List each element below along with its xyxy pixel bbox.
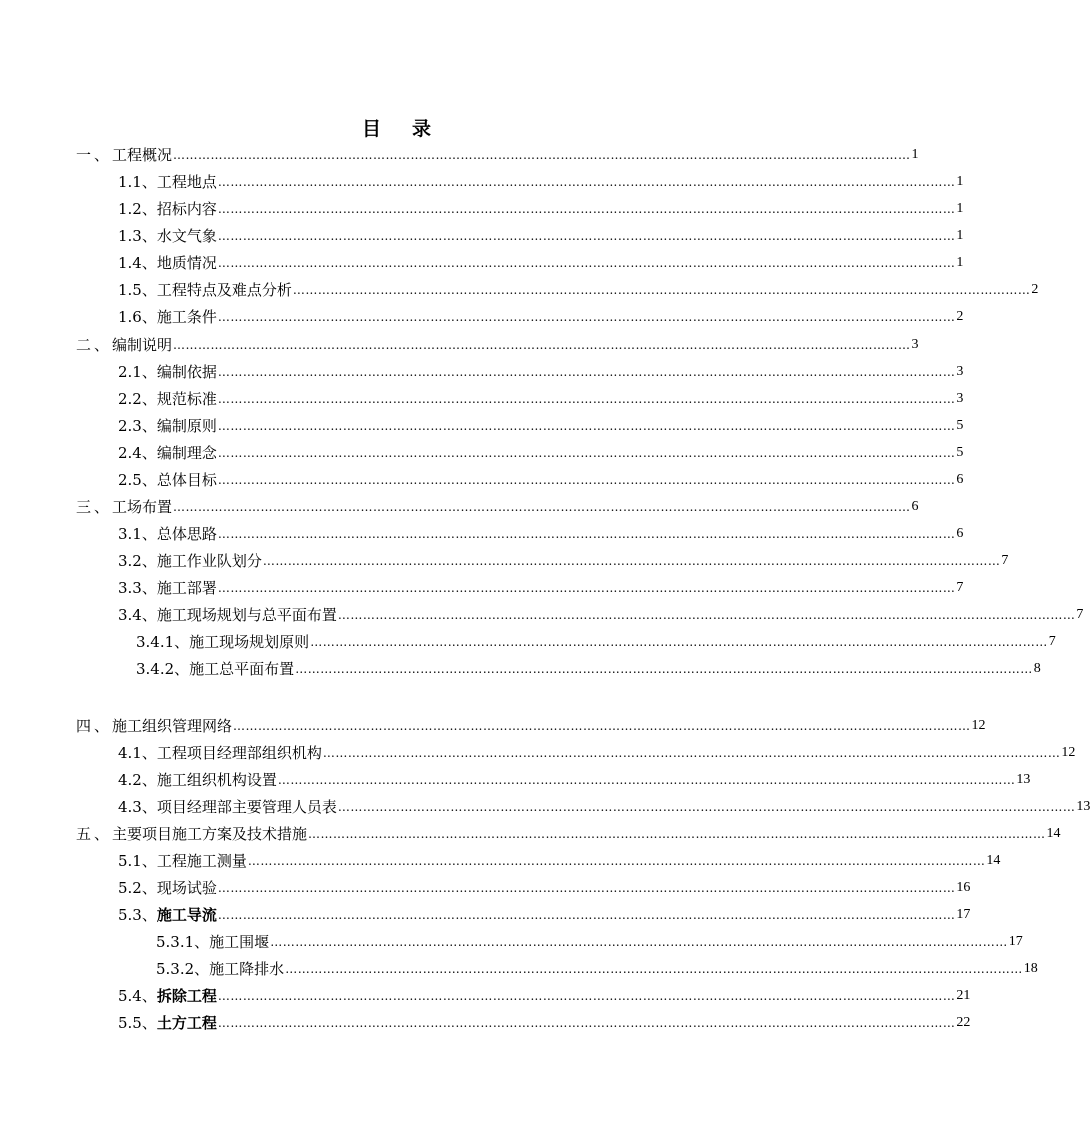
- toc-dot-leader: ……………………………………………………………………………………………………………………………………………………………: [217, 446, 956, 460]
- toc-entry[interactable]: [118, 549, 1009, 571]
- toc-entry[interactable]: [118, 441, 964, 463]
- toc-entry-title: 总体目标: [156, 471, 217, 489]
- toc-page-number: 16: [956, 880, 971, 895]
- toc-page-number: 17: [1008, 934, 1023, 949]
- toc-entry[interactable]: [118, 984, 971, 1006]
- toc-entry-number: 3.4、: [118, 606, 157, 624]
- toc-dot-leader: ……………………………………………………………………………………………………………………………………………………………: [217, 256, 956, 270]
- toc-entry-title: 编制依据: [156, 363, 217, 381]
- toc-page-number: 3: [956, 364, 964, 379]
- toc-dot-leader: ……………………………………………………………………………………………………………………………………………………………: [173, 500, 911, 514]
- toc-entry[interactable]: [118, 468, 964, 490]
- toc-page-number: 13: [1076, 799, 1090, 814]
- toc-entry[interactable]: [118, 576, 964, 598]
- toc-entry[interactable]: [136, 657, 1041, 679]
- toc-entry-number: 1.2、: [118, 200, 157, 218]
- toc-page-number: 7: [1048, 634, 1056, 649]
- toc-entry-title: 总体思路: [156, 525, 217, 543]
- toc-dot-leader: ……………………………………………………………………………………………………………………………………………………………: [310, 635, 1048, 649]
- toc-page-number: 5: [956, 445, 964, 460]
- toc-entry-title: 施工组织管理网络: [112, 717, 233, 735]
- toc-dot-leader: ……………………………………………………………………………………………………………………………………………………………: [217, 310, 956, 324]
- toc-entry[interactable]: [118, 603, 1084, 625]
- toc-entry-number: 1.5、: [118, 281, 157, 299]
- toc-dot-leader: ……………………………………………………………………………………………………………………………………………………………: [295, 662, 1033, 676]
- toc-entry-number: 1.4、: [118, 254, 157, 272]
- toc-page-number: 6: [956, 472, 964, 487]
- toc-entry-number: 5.4、: [118, 987, 157, 1005]
- toc-dot-leader: ……………………………………………………………………………………………………………………………………………………………: [217, 419, 956, 433]
- toc-entry-number: 5.3.2、: [156, 960, 210, 978]
- toc-entry-title: 拆除工程: [156, 987, 217, 1005]
- toc-page-number: 5: [956, 418, 964, 433]
- toc-entry[interactable]: [156, 957, 1038, 979]
- toc-page-number: 7: [1076, 607, 1084, 622]
- toc-entry[interactable]: [76, 822, 1061, 844]
- toc-page-number: 8: [1033, 661, 1041, 676]
- toc-entry-number: 2.1、: [118, 363, 157, 381]
- toc-entry[interactable]: [118, 414, 964, 436]
- page-title: [0, 114, 794, 141]
- toc-page-number: 7: [1001, 553, 1009, 568]
- toc-entry-title: 主要项目施工方案及技术措施: [112, 825, 308, 843]
- toc-page-number: 12: [971, 718, 986, 733]
- toc-entry-title: 施工组织机构设置: [156, 771, 277, 789]
- toc-dot-leader: ……………………………………………………………………………………………………………………………………………………………: [173, 148, 911, 162]
- toc-entry[interactable]: [76, 143, 919, 165]
- toc-entry-number: 3.4.1、: [136, 633, 190, 651]
- toc-entry-number: 五、: [76, 825, 113, 843]
- toc-entry-number: 2.4、: [118, 444, 157, 462]
- toc-entry[interactable]: [118, 1011, 971, 1033]
- toc-dot-leader: ……………………………………………………………………………………………………………………………………………………………: [217, 202, 956, 216]
- toc-entry-number: 4.1、: [118, 744, 157, 762]
- toc-entry-title: 编制原则: [156, 417, 217, 435]
- toc-entry[interactable]: [136, 630, 1056, 652]
- toc-entry-title: 施工现场规划原则: [189, 633, 310, 651]
- toc-entry-title: 项目经理部主要管理人员表: [156, 798, 337, 816]
- toc-entry-number: 一、: [76, 146, 113, 164]
- toc-entry-number: 1.6、: [118, 308, 157, 326]
- toc-entry-number: 1.1、: [118, 173, 157, 191]
- toc-page-number: 6: [911, 499, 919, 514]
- toc-entry-title: 工程概况: [112, 146, 173, 164]
- toc-entry[interactable]: [118, 278, 1039, 300]
- toc-entry[interactable]: [118, 741, 1076, 763]
- toc-dot-leader: ……………………………………………………………………………………………………………………………………………………………: [292, 283, 1031, 297]
- toc-dot-leader: ……………………………………………………………………………………………………………………………………………………………: [217, 881, 956, 895]
- toc-page-number: 2: [956, 309, 964, 324]
- toc-entry-number: 四、: [76, 717, 113, 735]
- toc-dot-leader: ……………………………………………………………………………………………………………………………………………………………: [285, 962, 1023, 976]
- toc-entry-number: 5.3.1、: [156, 933, 210, 951]
- toc-page-number: 22: [956, 1015, 971, 1030]
- toc-entry[interactable]: [118, 522, 964, 544]
- toc-entry-number: 4.3、: [118, 798, 157, 816]
- toc-entry-number: 2.5、: [118, 471, 157, 489]
- toc-entry-title: 施工总平面布置: [189, 660, 295, 678]
- toc-entry-number: 4.2、: [118, 771, 157, 789]
- toc-dot-leader: ……………………………………………………………………………………………………………………………………………………………: [217, 527, 956, 541]
- toc-page-number: 7: [956, 580, 964, 595]
- toc-dot-leader: ……………………………………………………………………………………………………………………………………………………………: [217, 581, 956, 595]
- toc-page-number: 2: [1031, 282, 1039, 297]
- toc-entry-title: 施工围堰: [209, 933, 270, 951]
- toc-entry-title: 工程施工测量: [156, 852, 247, 870]
- toc-page-number: 1: [911, 147, 919, 162]
- toc-dot-leader: ……………………………………………………………………………………………………………………………………………………………: [217, 908, 956, 922]
- toc-page-number: 1: [956, 255, 964, 270]
- toc-page-number: 14: [1046, 826, 1061, 841]
- toc-entry-number: 二、: [76, 336, 113, 354]
- toc-entry-title: 施工作业队划分: [156, 552, 262, 570]
- toc-entry-title: 施工导流: [156, 906, 217, 924]
- toc-entry-title: 工程项目经理部组织机构: [156, 744, 322, 762]
- toc-entry-title: 水文气象: [156, 227, 217, 245]
- toc-entry-number: 2.2、: [118, 390, 157, 408]
- toc-dot-leader: ……………………………………………………………………………………………………………………………………………………………: [337, 608, 1076, 622]
- toc-entry[interactable]: [118, 224, 964, 246]
- toc-dot-leader: ……………………………………………………………………………………………………………………………………………………………: [308, 827, 1046, 841]
- toc-entry-number: 2.3、: [118, 417, 157, 435]
- toc-page-number: 3: [911, 337, 919, 352]
- toc-page-number: 14: [986, 853, 1001, 868]
- toc-entry[interactable]: [118, 876, 971, 898]
- toc-entry[interactable]: [118, 849, 1001, 871]
- toc-entry-number: 三、: [76, 498, 113, 516]
- toc-entry-title: 施工降排水: [209, 960, 285, 978]
- toc-dot-leader: ……………………………………………………………………………………………………………………………………………………………: [270, 935, 1008, 949]
- toc-dot-leader: ……………………………………………………………………………………………………………………………………………………………: [262, 554, 1001, 568]
- toc-entry-number: 5.2、: [118, 879, 157, 897]
- toc-entry-number: 5.1、: [118, 852, 157, 870]
- toc-dot-leader: ……………………………………………………………………………………………………………………………………………………………: [217, 1016, 956, 1030]
- toc-page-number: 17: [956, 907, 971, 922]
- toc-page-number: 12: [1061, 745, 1076, 760]
- toc-page-number: 21: [956, 988, 971, 1003]
- toc-entry-number: 5.3、: [118, 906, 157, 924]
- toc-dot-leader: ……………………………………………………………………………………………………………………………………………………………: [277, 773, 1016, 787]
- toc-dot-leader: ……………………………………………………………………………………………………………………………………………………………: [337, 800, 1076, 814]
- toc-entry-number: 5.5、: [118, 1014, 157, 1032]
- page-title-part1: 目: [361, 118, 382, 140]
- toc-page-number: 18: [1023, 961, 1038, 976]
- toc-entry-title: 规范标准: [156, 390, 217, 408]
- toc-entry-title: 现场试验: [156, 879, 217, 897]
- toc-entry-number: 3.1、: [118, 525, 157, 543]
- toc-entry[interactable]: [76, 333, 919, 355]
- toc-entry[interactable]: [156, 930, 1023, 952]
- toc-dot-leader: ……………………………………………………………………………………………………………………………………………………………: [217, 229, 956, 243]
- toc-dot-leader: ……………………………………………………………………………………………………………………………………………………………: [217, 175, 956, 189]
- toc-entry-title: 土方工程: [156, 1014, 217, 1032]
- toc-entry[interactable]: [118, 795, 1090, 817]
- toc-entry-title: 工程特点及难点分析: [156, 281, 292, 299]
- toc-entry[interactable]: [118, 251, 964, 273]
- toc-entry-title: 工程地点: [156, 173, 217, 191]
- toc-entry-title: 施工条件: [156, 308, 217, 326]
- toc-entry-title: 施工部署: [156, 579, 217, 597]
- toc-entry-title: 工场布置: [112, 498, 173, 516]
- toc-dot-leader: ……………………………………………………………………………………………………………………………………………………………: [217, 365, 956, 379]
- toc-entry-title: 编制说明: [112, 336, 173, 354]
- toc-entry[interactable]: [118, 903, 971, 925]
- toc-entry-title: 编制理念: [156, 444, 217, 462]
- toc-page-number: 1: [956, 228, 964, 243]
- toc-entry[interactable]: [118, 197, 964, 219]
- toc-dot-leader: ……………………………………………………………………………………………………………………………………………………………: [217, 392, 956, 406]
- toc-dot-leader: ……………………………………………………………………………………………………………………………………………………………: [217, 473, 956, 487]
- toc-entry-number: 3.3、: [118, 579, 157, 597]
- toc-entry[interactable]: [118, 768, 1031, 790]
- toc-entry-number: 3.4.2、: [136, 660, 190, 678]
- toc-entry[interactable]: [76, 714, 986, 736]
- toc-entry[interactable]: [118, 170, 964, 192]
- toc-entry-number: 1.3、: [118, 227, 157, 245]
- toc-page-number: 13: [1016, 772, 1031, 787]
- toc-page-number: 6: [956, 526, 964, 541]
- toc-dot-leader: ……………………………………………………………………………………………………………………………………………………………: [217, 989, 956, 1003]
- toc-entry[interactable]: [76, 495, 919, 517]
- toc-dot-leader: ……………………………………………………………………………………………………………………………………………………………: [233, 719, 971, 733]
- toc-entry-title: 施工现场规划与总平面布置: [156, 606, 337, 624]
- toc-page-number: 3: [956, 391, 964, 406]
- toc-entry[interactable]: [118, 387, 964, 409]
- toc-page-number: 1: [956, 201, 964, 216]
- toc-entry-title: 招标内容: [156, 200, 217, 218]
- toc-entry[interactable]: [118, 305, 964, 327]
- toc-entry-number: 3.2、: [118, 552, 157, 570]
- toc-dot-leader: ……………………………………………………………………………………………………………………………………………………………: [322, 746, 1061, 760]
- toc-dot-leader: ……………………………………………………………………………………………………………………………………………………………: [173, 338, 911, 352]
- page-title-part2: 录: [412, 118, 433, 140]
- toc-dot-leader: ……………………………………………………………………………………………………………………………………………………………: [247, 854, 986, 868]
- toc-entry-title: 地质情况: [156, 254, 217, 272]
- toc-entry[interactable]: [118, 360, 964, 382]
- toc-page-number: 1: [956, 174, 964, 189]
